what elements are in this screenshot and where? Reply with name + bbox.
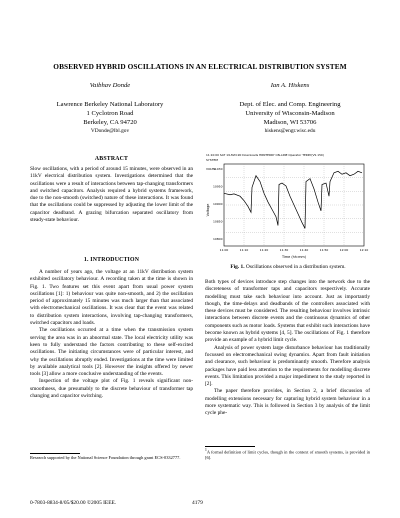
x-tick-label: 11:20	[259, 248, 269, 252]
abstract-paragraph: Slow oscillations, with a period of around 15 minutes, were observed in an 11kV electrical distribution system. Investigations determined that the oscillations were a result of interactions between tap-changing transformers and switched capacitors. Analysis required a hybrid systems framework, due to the non-smooth (switched) nature of these interactions. It was found that the oscillations could be suppressed by adjusting the lower limit of the capacitor deadband. A grazing bifurcation separated oscillatory from steady-state behaviour.	[30, 166, 193, 224]
x-tick-label: 11:50	[319, 248, 329, 252]
intro-right-column	[205, 279, 370, 418]
figure-1	[204, 150, 372, 262]
y-tick-label: 11030	[212, 167, 223, 171]
figure-header-line: 11:10:00 SAT 19-MAY-90 Downloads HRNTERRY ON-LINE Operator TERRY(VS 150)	[206, 153, 324, 157]
footnote-rule-right	[205, 446, 255, 447]
footnote-rule-left	[30, 453, 80, 454]
intro-paragraph-2: The oscillations occurred at a time when the transmission system serving the area was in an abnormal state. The local electricity utility was keen to fully understand the factors contributing to these self-excited oscillations. The initiating circumstances were of particular interest, and why the oscillations abruptly ended. Investigations at the time were limited by available analytical tools [2]. However the insights offered by newer tools [3] allow a more conclusive understanding of the events.	[30, 327, 193, 378]
figure-static-layer	[206, 153, 364, 259]
y-tick-label: 10900	[212, 202, 223, 206]
paper-title: OBSERVED HYBRID OSCILLATIONS IN AN ELECTRICAL DISTRIBUTION SYSTEM	[53, 62, 347, 71]
figure-1-plot	[204, 150, 372, 262]
author-1-email: VDonde@lbl.gov	[90, 128, 130, 134]
x-tick-label: 11:00	[219, 248, 229, 252]
author-1-name: Vaibhav Donde	[89, 82, 131, 89]
y-tick-labels	[213, 167, 223, 241]
x-tick-label: 11:40	[299, 248, 309, 252]
y-tick-label: 10800	[212, 237, 223, 241]
introduction-heading: 1. INTRODUCTION	[83, 257, 140, 263]
author-1-affil-line-3: Berkeley, CA 94720	[83, 119, 137, 126]
author-2-affil-line-3: Madison, WI 53706	[263, 119, 317, 126]
copyright-line: 0-7803-8834-8/05/$20.00 ©2005 IEEE.	[30, 500, 117, 506]
x-tick-label: 11:10	[239, 248, 249, 252]
footnote-right	[205, 448, 370, 461]
voltage-series-line	[224, 171, 362, 228]
figure-1-caption-text: Oscillations observed in a distribution system.	[244, 264, 346, 270]
abstract-text	[30, 166, 193, 224]
footnote-mark: 1	[205, 448, 207, 452]
intro-paragraph-6: The paper therefore provides, in Section 2, a brief discussion of modelling extensions necessary for capturing hybrid system behaviour in a more systematic way. This is followed in Section 3 by analysis of the limit cycle phe-	[205, 388, 370, 417]
intro-paragraph-4: Both types of devices introduce step changes into the network due to the discreteness of transformer taps and capacitors respectively. Accurate modelling must take such behaviour into account. Just as importantly though, the time-delays and deadbands of the controllers associated with these devices must be considered. The resulting behaviour involves intrinsic interactions between discrete events and the continuous dynamics of other components such as motor loads. Systems that exhibit such interactions have become known as hybrid systems [4, 5]. The oscillations of Fig. 1 therefore provide an example of a hybrid limit cycle.	[205, 279, 370, 344]
x-tick-labels	[220, 248, 369, 252]
page-number: 4179	[192, 500, 203, 506]
intro-paragraph-5: Analysis of power system large disturbance behaviour has traditionally focussed on electromechanical swing dynamics. Apart from fault initiation and clearance, such behaviour is predominantly smooth. Therefore analysis packages have paid less attention to the requirements for modelling discrete events. This limitation provided a major impediment to the study reported in [2].	[205, 344, 370, 388]
author-2-name: Ian A. Hiskens	[270, 82, 310, 89]
y-tick-label: 10950	[212, 184, 223, 189]
figure-1-caption	[204, 264, 372, 270]
x-axis-label: Time (hh:mm)	[281, 255, 307, 259]
abstract-heading: ABSTRACT	[94, 156, 129, 162]
footnote-left: Research supported by the National Science Foundation through grant ECS-0332777.	[30, 455, 181, 460]
intro-paragraph-3: Inspection of the voltage plot of Fig. 1 reveals significant non-smoothness, due presumably to the discrete behaviour of transformer tap changing and capacitor switching.	[30, 378, 193, 400]
figure-1-caption-label: Fig. 1.	[230, 264, 245, 270]
figure-left-label-top: SYSTEM	[206, 158, 218, 162]
intro-left-column	[30, 269, 193, 400]
author-1-affil-line-1: Lawrence Berkeley National Laboratory	[56, 101, 164, 108]
author-1-affiliation	[40, 100, 180, 127]
author-2-affil-line-1: Dept. of Elec. and Comp. Engineering	[239, 101, 341, 108]
y-axis-label: Voltage	[206, 203, 210, 217]
intro-paragraph-1: A number of years ago, the voltage at an 11kV distribution system exhibited oscillatory behaviour. A recording taken at the time is shown in Fig. 1. Two features set this event apart from usual power system oscillations [1]: 1) behaviour was quite non-smooth, and 2) the oscillation period of approximately 15 minutes was much larger than that associated with electromechanical oscillations. It was clear that the event was related to distribution system interactions, involving tap-changing transformers, switched capacitors and loads.	[30, 269, 193, 327]
x-tick-label: 12:10	[359, 248, 369, 252]
author-1-affil-line-2: 1 Cyclotron Road	[86, 110, 134, 117]
x-tick-label: 11:30	[279, 248, 289, 252]
y-tick-label: 10850	[212, 219, 223, 224]
footnote-right-text: A formal definition of limit cycles, though in the context of smooth systems, is provided in [6].	[205, 449, 370, 461]
x-tick-label: 12:00	[339, 248, 349, 252]
author-2-affiliation	[220, 100, 360, 127]
author-2-affil-line-2: University of Wisconsin-Madison	[245, 110, 335, 117]
author-2-email: hiskens@engr.wisc.edu	[264, 128, 316, 134]
figure-left-label-mid: VOLTS	[206, 167, 216, 171]
